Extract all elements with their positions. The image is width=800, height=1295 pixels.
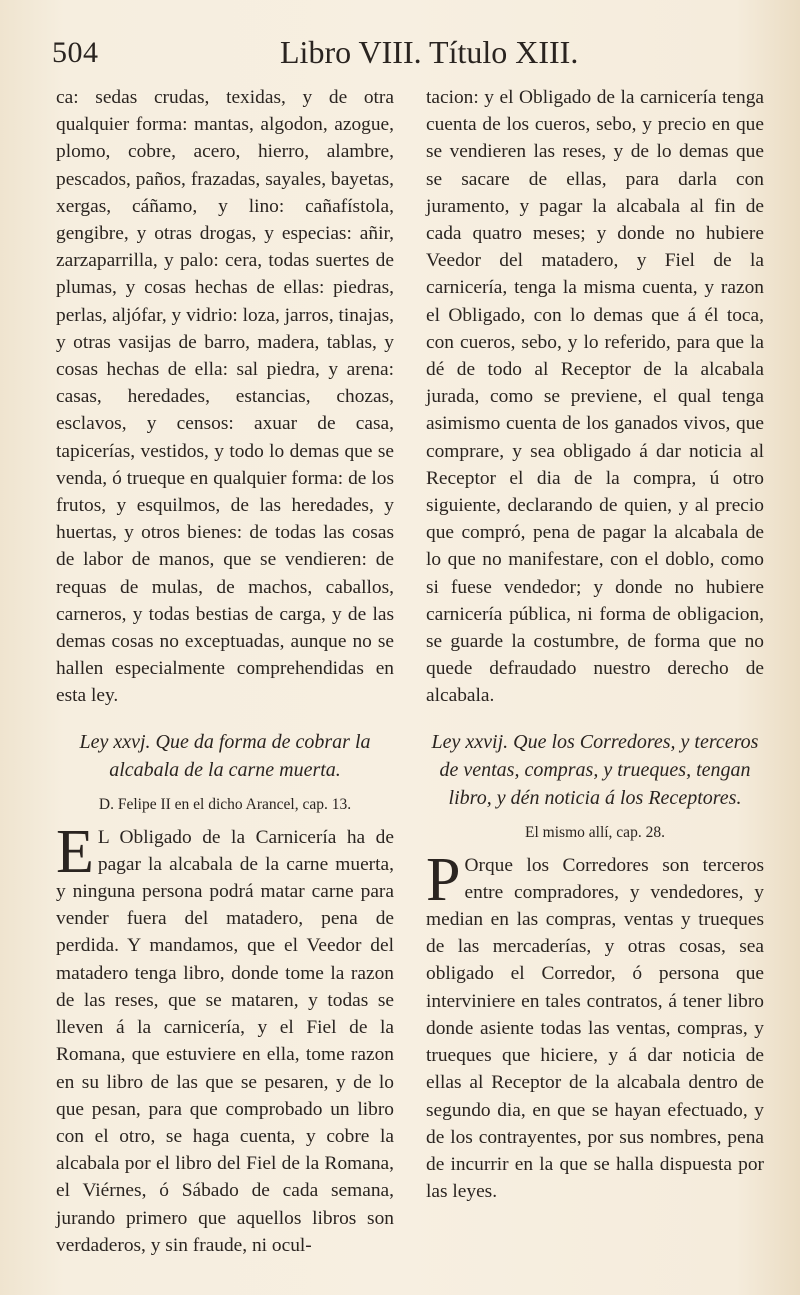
- right-column: [426, 84, 764, 1205]
- law-27-body: Orque los Corredores son terceros entre compradores, y vendedores, y median en las compras, ventas y trueques de las mercaderías, y otras cosas, sea obligado el Corredor, ó persona que interviniere en tales contratos, á tener libro donde asiente todas las ventas, compras, y trueques que hiciere, y á dar noticia de ellas al Receptor de la alcabala dentro de segundo dia, en que se hayan efectuado, y de los contrayentes, por sus nombres, pena de incurrir en la que se halla dispuesta por las leyes.: [426, 854, 764, 1203]
- drop-capital: E: [56, 817, 94, 886]
- running-title: Libro VIII. Título XIII.: [280, 34, 579, 70]
- continued-paragraph: ca: sedas crudas, texidas, y de otra qualquier forma: mantas, algodon, azogue, plomo, cobre, acero, hierro, alambre, pescados, paños, frazadas, sayales, bayetas, xergas, cáñamo, y lino: cañafístola, gengibre, y otras drogas, y especias: añir, zarzaparrilla, y palo: cera, todas suertes de plumas, y cosas hechas de ellas: piedras, perlas, aljófar, y vidrio: loza, jarros, tinajas, y otras vasijas de barro, madera, tablas, y cosas hechas de ella: sal piedra, y arena: casas, heredades, estancias, chozas, esclavos, y censos: axuar de casa, tapicerías, vestidos, y todo lo demas que se venda, ó trueque en qualquier forma: de los frutos, y esquilmos, de las heredades, y huertas, y otros bienes: de todas las cosas de labor de manos, que se vendieren: de requas de mulas, de machos, caballos, carneros, y todas bestias de carga, y de las demas cosas no exceptuadas, aunque no se hallen especialmente comprehendidas en esta ley.: [56, 87, 394, 707]
- drop-capital-right: P: [426, 845, 461, 914]
- left-column: [56, 84, 394, 1259]
- law-27-source: El mismo allí, cap. 28.: [525, 823, 665, 841]
- law-26-body: L Obligado de la Carnicería ha de pagar la alcabala de la carne muerta, y ninguna persona podrá matar carne para vender fuera del matadero, pena de perdida. Y mandamos, que el Veedor del matadero tenga libro, donde tome la razon de las reses, que se mataren, y todas se lleven á la carnicería, y el Fiel de la Romana, que estuviere en ella, tome razon en su libro de las que se pesaren, y de lo que pesan, para que comprobado un libro con el otro, se haga cuenta, y cobre la alcabala por el libro del Fiel de la Romana, el Viérnes, ó Sábado de cada semana, jurando primero que aquellos libros son verdaderos, y sin fraude, ni ocul-: [56, 826, 394, 1256]
- law-27-text: [426, 845, 764, 1206]
- law-27-title: Ley xxvij. Que los Corredores, y terceros de ventas, compras, y trueques, tengan libro, y dén noticia á los Receptores.: [431, 730, 759, 809]
- law-26-source: D. Felipe II en el dicho Arancel, cap. 13.: [98, 795, 352, 813]
- page-header: [52, 30, 760, 76]
- page-number: 504: [52, 36, 99, 69]
- continued-paragraph-right: tacion: y el Obligado de la carnicería tenga cuenta de los cueros, sebo, y precio en que se vendieren las reses, y de lo demas que se sacare de ellas, para darla con juramento, y pagar la alcabala al fin de cada quatro meses; y donde no hubiere Veedor del matadero, y Fiel de la carnicería, tenga la misma cuenta, y razon el Obligado, con lo demas que á él toca, con cueros, sebo, y lo referido, para que la dé de todo al Receptor de la alcabala jurada, como se previene, el qual tenga asimismo cuenta de los ganados vivos, que comprare, y sea obligado á dar noticia al Receptor el dia de la compra, ú otro siguiente, declarando de quien, y al precio que compró, pena de pagar la alcabala de lo que no manifestare, con el doblo, como si fuese vendedor; y donde no hubiere carnicería pública, ni forma de obligacion, se guarde la costumbre, de forma que no quede defraudado nuestro derecho de alcabala.: [426, 87, 764, 707]
- law-26-text: [56, 817, 394, 1259]
- law-26-title: Ley xxvj. Que da forma de cobrar la alcabala de la carne muerta.: [79, 730, 371, 781]
